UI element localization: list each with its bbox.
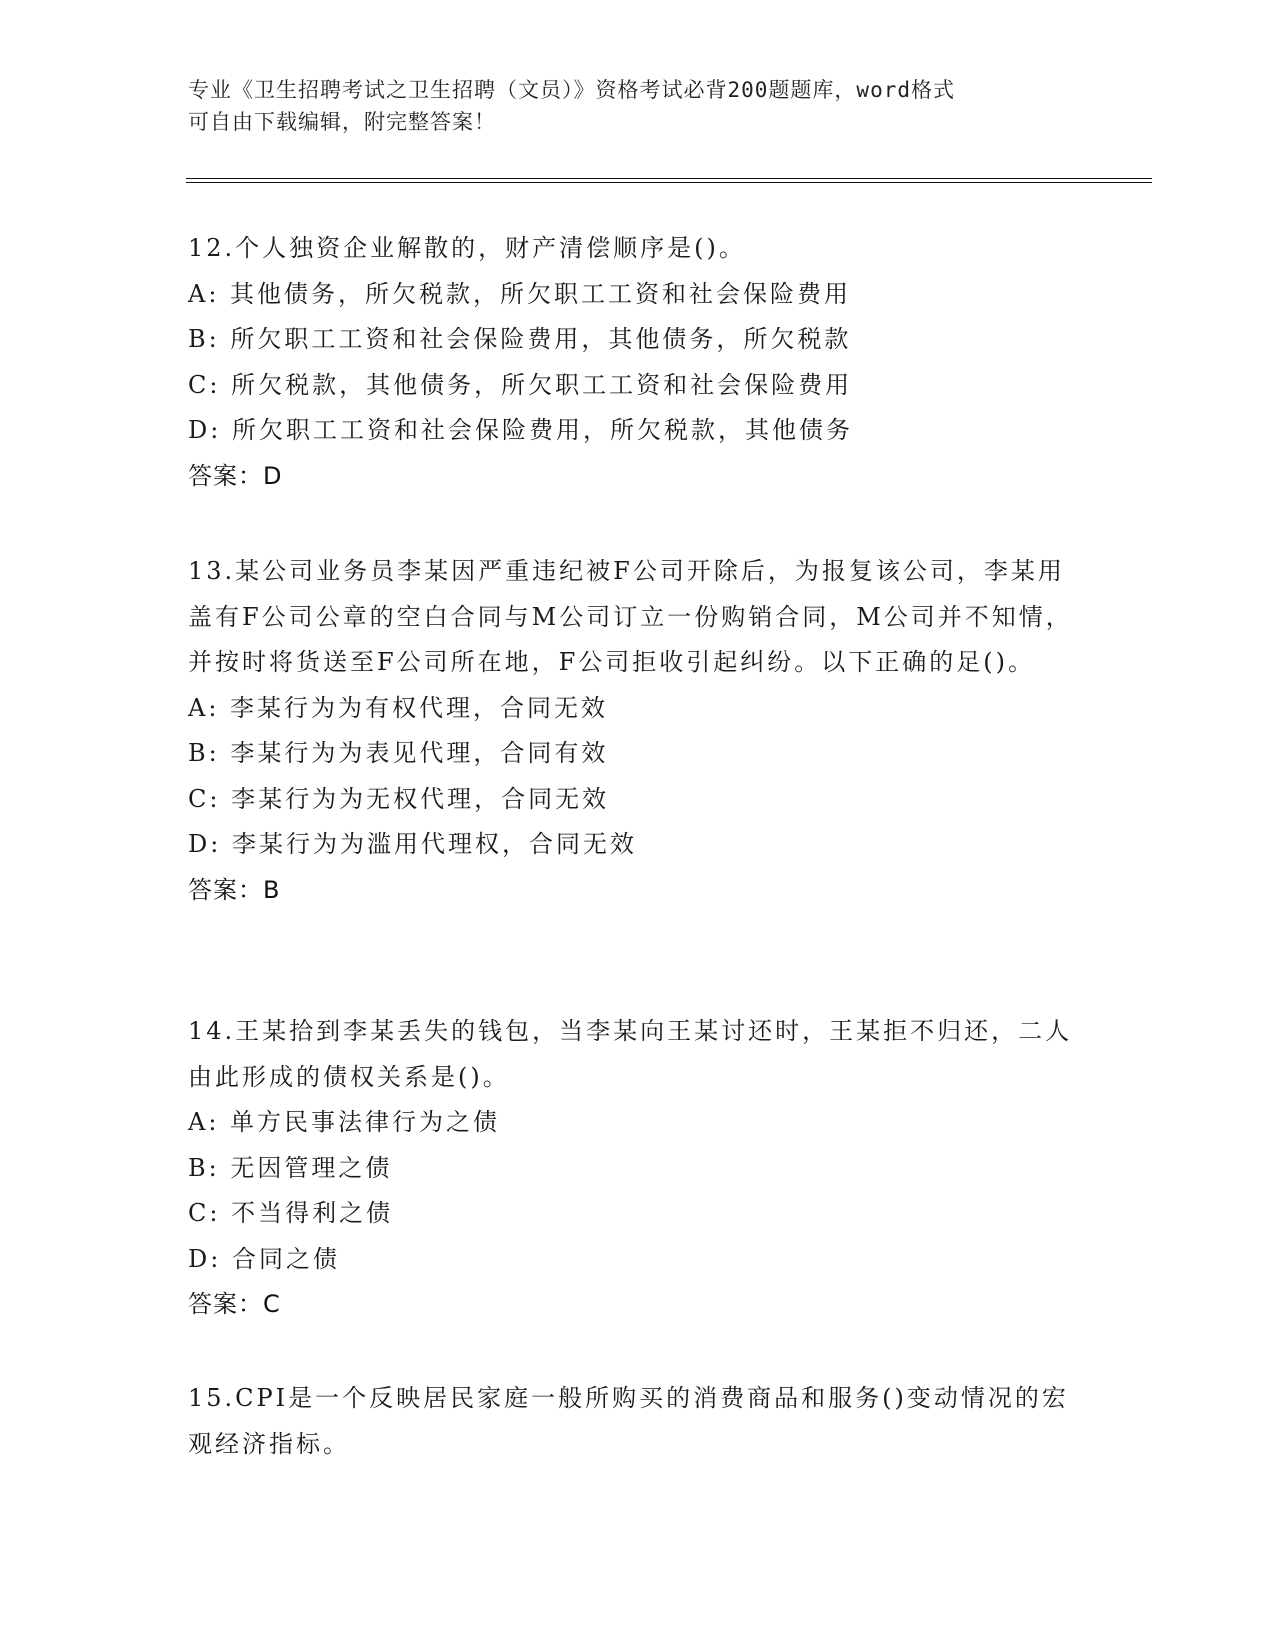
option-b: B: 李某行为为表见代理，合同有效 bbox=[188, 739, 609, 767]
question-stem: 15.CPI是一个反映居民家庭一般所购买的消费商品和服务()变动情况的宏观经济指标。 bbox=[188, 1384, 1069, 1458]
answer: 答案：D bbox=[188, 461, 283, 490]
question-stem: 13.某公司业务员李某因严重违纪被F公司开除后，为报复该公司，李某用盖有F公司公章的空白合同与M公司订立一份购销合同，M公司并不知情，并按时将货送至F公司所在地，F公司拒收引起纠纷。以下正确的足()。 bbox=[188, 557, 1073, 676]
question-14 bbox=[188, 1009, 1088, 1328]
answer: 答案：B bbox=[188, 875, 281, 904]
option-c: C: 所欠税款，其他债务，所欠职工工资和社会保险费用 bbox=[188, 370, 853, 399]
question-stem: 12.个人独资企业解散的，财产清偿顺序是()。 bbox=[188, 234, 746, 262]
question-15 bbox=[188, 1376, 1088, 1467]
answer: 答案：C bbox=[188, 1290, 281, 1318]
question-13 bbox=[188, 549, 1088, 913]
document-header bbox=[188, 74, 1068, 138]
header-line-2: 可自由下载编辑，附完整答案！ bbox=[188, 110, 496, 134]
option-c: C: 李某行为为无权代理，合同无效 bbox=[188, 784, 610, 813]
header-divider bbox=[186, 178, 1152, 183]
option-d: D: 李某行为为滥用代理权，合同无效 bbox=[188, 830, 637, 858]
option-c: C: 不当得利之债 bbox=[188, 1199, 394, 1227]
option-a: A: 李某行为为有权代理，合同无效 bbox=[188, 693, 609, 722]
option-a: A: 其他债务，所欠税款，所欠职工工资和社会保险费用 bbox=[188, 279, 852, 308]
question-12 bbox=[188, 226, 1088, 499]
option-d: D: 所欠职工工资和社会保险费用，所欠税款，其他债务 bbox=[188, 416, 853, 444]
option-b: B: 无因管理之债 bbox=[188, 1153, 393, 1182]
question-stem: 14.王某拾到李某丢失的钱包，当李某向王某讨还时，王某拒不归还，二人由此形成的债权关系是()。 bbox=[188, 1017, 1073, 1091]
option-d: D: 合同之债 bbox=[188, 1244, 340, 1273]
header-line-1: 专业《卫生招聘考试之卫生招聘（文员）》资格考试必背200题题库，word格式 bbox=[188, 78, 955, 102]
option-a: A: 单方民事法律行为之债 bbox=[188, 1108, 501, 1136]
option-b: B: 所欠职工工资和社会保险费用，其他债务，所欠税款 bbox=[188, 325, 852, 353]
